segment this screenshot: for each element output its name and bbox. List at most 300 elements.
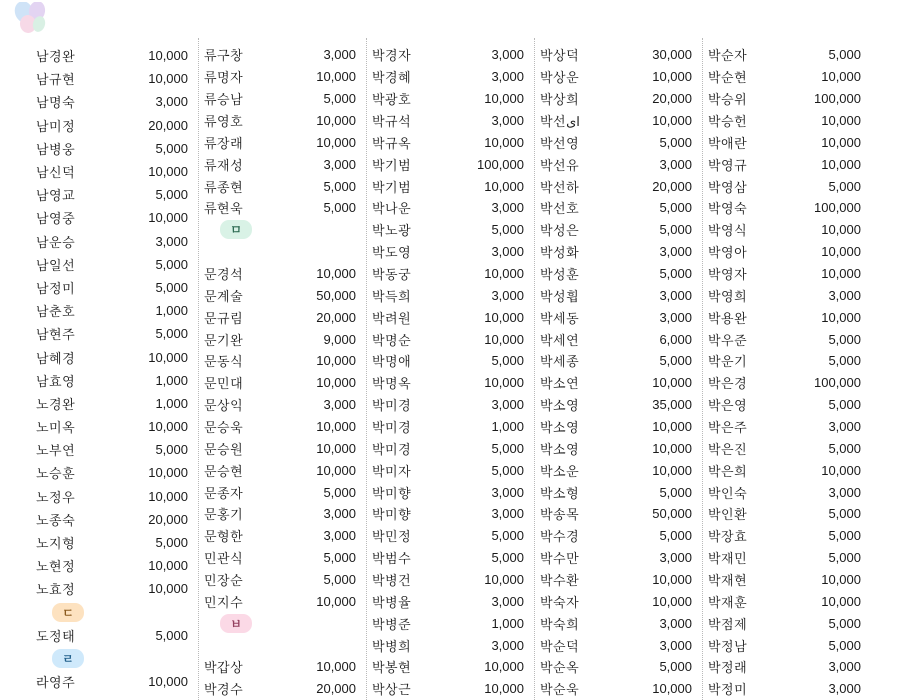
donor-name: 박경자: [372, 48, 412, 64]
donor-row: [538, 459, 702, 481]
donor-row: [706, 590, 871, 612]
donor-name: 박소운: [540, 463, 580, 479]
donation-amount: 5,000: [323, 200, 356, 216]
donation-amount: 3,000: [828, 659, 861, 675]
donation-amount: 10,000: [652, 593, 692, 609]
donor-row: [706, 525, 871, 547]
donor-name: 남신덕: [36, 165, 76, 181]
donor-name: 노부연: [36, 443, 76, 459]
donor-name: 박정래: [708, 660, 748, 676]
donor-row: [706, 481, 871, 503]
donation-amount: 5,000: [491, 550, 524, 566]
donor-row: [34, 299, 198, 322]
donor-row: [370, 569, 534, 591]
donor-row: [34, 345, 198, 368]
name-column: [34, 38, 199, 700]
spacer-row: [202, 241, 366, 263]
donor-name: 노효정: [36, 582, 76, 598]
donation-amount: 1,000: [155, 372, 188, 388]
donor-row: [538, 263, 702, 285]
donation-amount: 5,000: [828, 528, 861, 544]
donation-amount: 5,000: [659, 200, 692, 216]
donation-amount: 10,000: [652, 375, 692, 391]
donor-row: [34, 230, 198, 253]
donor-name: 박재민: [708, 551, 748, 567]
donor-row: [538, 44, 702, 66]
donation-amount: 3,000: [491, 287, 524, 303]
donation-amount: 1,000: [491, 615, 524, 631]
donation-amount: 10,000: [821, 222, 861, 238]
donor-row: [706, 175, 871, 197]
donor-name: 남영중: [36, 211, 76, 227]
donor-name: 박범수: [372, 551, 412, 567]
donor-row: [202, 372, 366, 394]
donor-row: [538, 481, 702, 503]
donor-name: 박기범: [372, 179, 412, 195]
donor-row: [370, 372, 534, 394]
donor-row: [538, 612, 702, 634]
donor-row: [202, 547, 366, 569]
donation-amount: 5,000: [828, 637, 861, 653]
donor-row: [370, 547, 534, 569]
donation-amount: 5,000: [828, 47, 861, 63]
donor-row: [706, 110, 871, 132]
donor-name: 박우준: [708, 332, 748, 348]
donation-amount: 5,000: [323, 91, 356, 107]
donor-row: [202, 197, 366, 219]
donation-amount: 3,000: [155, 233, 188, 249]
donor-name: 박점제: [708, 616, 748, 632]
donor-name: 문종자: [204, 485, 244, 501]
donor-row: [538, 175, 702, 197]
donation-amount: 20,000: [316, 681, 356, 697]
donation-amount: 5,000: [659, 528, 692, 544]
donor-row: [706, 437, 871, 459]
donation-amount: 10,000: [148, 465, 188, 481]
donation-amount: 10,000: [316, 462, 356, 478]
donor-name: 문승현: [204, 463, 244, 479]
donation-amount: 5,000: [491, 462, 524, 478]
donor-row: [538, 372, 702, 394]
donor-name: 박명애: [372, 354, 412, 370]
donation-amount: 20,000: [148, 511, 188, 527]
donor-name: 박영규: [708, 157, 748, 173]
donor-row: [538, 110, 702, 132]
donation-amount: 3,000: [323, 397, 356, 413]
donation-amount: 5,000: [828, 397, 861, 413]
donor-name: 남병웅: [36, 141, 76, 157]
donor-name: 문승원: [204, 441, 244, 457]
donation-amount: 10,000: [821, 462, 861, 478]
donation-amount: 10,000: [484, 572, 524, 588]
donor-name: 박송목: [540, 507, 580, 523]
donation-amount: 10,000: [652, 440, 692, 456]
donor-name: 박운기: [708, 354, 748, 370]
donation-amount: 5,000: [155, 140, 188, 156]
donor-name: 박미향: [372, 485, 412, 501]
donor-name: 문규림: [204, 310, 244, 326]
donor-name: 박장효: [708, 529, 748, 545]
donor-row: [34, 67, 198, 90]
donor-row: [34, 392, 198, 415]
donor-row: [34, 415, 198, 438]
donor-name: 박정남: [708, 638, 748, 654]
donation-amount: 10,000: [484, 134, 524, 150]
donor-row: [370, 66, 534, 88]
donor-row: [538, 197, 702, 219]
donation-amount: 5,000: [491, 528, 524, 544]
donor-row: [202, 131, 366, 153]
donor-row: [538, 131, 702, 153]
donor-row: [202, 153, 366, 175]
donation-amount: 10,000: [148, 419, 188, 435]
name-column: [202, 38, 367, 700]
donation-amount: 10,000: [148, 674, 188, 690]
donor-name: 박병율: [372, 594, 412, 610]
donation-amount: 10,000: [821, 266, 861, 282]
donor-row: [34, 44, 198, 67]
donor-row: [538, 503, 702, 525]
donor-name: 남운승: [36, 234, 76, 250]
donation-amount: 10,000: [148, 210, 188, 226]
donation-amount: 5,000: [659, 266, 692, 282]
donation-amount: 10,000: [652, 681, 692, 697]
donation-amount: 20,000: [652, 178, 692, 194]
donor-name: 문계술: [204, 288, 244, 304]
donation-amount: 10,000: [484, 91, 524, 107]
donor-name: 문형한: [204, 529, 244, 545]
donor-name: 박재훈: [708, 594, 748, 610]
donation-amount: 100,000: [477, 156, 524, 172]
donation-amount: 6,000: [659, 331, 692, 347]
donor-name: 박세연: [540, 332, 580, 348]
section-header-row: [34, 601, 198, 624]
donation-amount: 20,000: [148, 117, 188, 133]
donation-amount: 10,000: [652, 419, 692, 435]
donation-amount: 10,000: [821, 134, 861, 150]
donation-amount: 50,000: [652, 506, 692, 522]
donor-name: 박미자: [372, 463, 412, 479]
donor-name: 박세동: [540, 310, 580, 326]
donor-name: 노경완: [36, 396, 76, 412]
donor-name: 박규옥: [372, 135, 412, 151]
donor-row: [538, 634, 702, 656]
donor-row: [34, 276, 198, 299]
donation-amount: 10,000: [316, 419, 356, 435]
donation-amount: 5,000: [323, 572, 356, 588]
donor-name: 박승위: [708, 92, 748, 108]
donation-amount: 30,000: [652, 47, 692, 63]
donor-row: [706, 197, 871, 219]
donor-row: [202, 459, 366, 481]
donation-amount: 3,000: [491, 244, 524, 260]
donor-row: [202, 88, 366, 110]
donation-amount: 5,000: [828, 550, 861, 566]
donor-row: [202, 175, 366, 197]
donor-row: [34, 322, 198, 345]
donor-name: 박순현: [708, 70, 748, 86]
donor-name: 박미향: [372, 507, 412, 523]
donation-amount: 10,000: [484, 659, 524, 675]
donor-name: 박광호: [372, 92, 412, 108]
donation-amount: 10,000: [148, 71, 188, 87]
donation-amount: 100,000: [814, 91, 861, 107]
name-column: [370, 38, 535, 700]
donor-row: [538, 284, 702, 306]
donor-name: 류영호: [204, 114, 244, 129]
donor-row: [706, 306, 871, 328]
donor-row: [538, 88, 702, 110]
donor-row: [706, 350, 871, 372]
donation-amount: 1,000: [155, 303, 188, 319]
donor-row: [202, 656, 366, 678]
donor-name: 문기완: [204, 332, 244, 348]
donation-amount: 3,000: [491, 113, 524, 128]
donation-amount: 3,000: [323, 156, 356, 172]
donation-amount: 5,000: [155, 256, 188, 272]
donor-row: [706, 634, 871, 656]
donor-name: 박득희: [372, 288, 412, 304]
donation-amount: 5,000: [828, 178, 861, 194]
donation-amount: 5,000: [659, 484, 692, 500]
donor-name: 박은희: [708, 463, 748, 479]
donor-name: 박미경: [372, 420, 412, 436]
donor-name: 박명순: [372, 332, 412, 348]
donor-name: 박성은: [540, 223, 580, 239]
donor-name: 박소형: [540, 485, 580, 501]
donor-name: 박경수: [204, 682, 244, 698]
donation-amount: 3,000: [491, 593, 524, 609]
donor-row: [370, 634, 534, 656]
donor-name: 박병준: [372, 616, 412, 632]
donor-row: [34, 485, 198, 508]
donor-row: [370, 175, 534, 197]
donor-name: 문민대: [204, 376, 244, 392]
donor-row: [370, 525, 534, 547]
donation-amount: 10,000: [316, 593, 356, 609]
donor-name: 류현욱: [204, 201, 244, 217]
donor-name: 박은영: [708, 398, 748, 414]
donation-amount: 10,000: [821, 309, 861, 325]
donor-row: [706, 219, 871, 241]
donor-name: 박소영: [540, 398, 580, 414]
donor-row: [202, 44, 366, 66]
donor-row: [202, 678, 366, 700]
donation-amount: 3,000: [491, 47, 524, 63]
donation-amount: 5,000: [659, 134, 692, 150]
donor-row: [202, 394, 366, 416]
donor-row: [34, 531, 198, 554]
donor-row: [538, 241, 702, 263]
donation-amount: 10,000: [148, 349, 188, 365]
donor-row: [202, 263, 366, 285]
donation-amount: 20,000: [316, 309, 356, 325]
donation-amount: 3,000: [491, 506, 524, 522]
donor-name: 박선ای: [540, 114, 580, 129]
donor-row: [706, 44, 871, 66]
donor-row: [538, 590, 702, 612]
donor-row: [370, 44, 534, 66]
donor-row: [370, 284, 534, 306]
donor-row: [202, 350, 366, 372]
donor-row: [370, 437, 534, 459]
donor-name: 박인숙: [708, 485, 748, 501]
donor-name: 노정우: [36, 489, 76, 505]
donor-row: [34, 577, 198, 600]
donation-amount: 3,000: [828, 419, 861, 435]
donor-row: [370, 241, 534, 263]
donor-row: [34, 160, 198, 183]
donor-name: 박려원: [372, 310, 412, 326]
donor-row: [34, 183, 198, 206]
donation-amount: 20,000: [652, 91, 692, 107]
donor-row: [34, 438, 198, 461]
donation-amount: 10,000: [821, 113, 861, 128]
donor-name: 박민정: [372, 529, 412, 545]
donor-name: 민관식: [204, 551, 244, 567]
donor-row: [706, 678, 871, 700]
donor-name: 박영자: [708, 267, 748, 283]
donor-name: 박소영: [540, 420, 580, 436]
donation-amount: 10,000: [484, 681, 524, 697]
donation-amount: 3,000: [323, 528, 356, 544]
donation-amount: 3,000: [155, 94, 188, 110]
donation-amount: 10,000: [316, 69, 356, 85]
donation-amount: 10,000: [484, 178, 524, 194]
donor-row: [34, 253, 198, 276]
donation-amount: 10,000: [821, 156, 861, 172]
donor-name: 박순덕: [540, 638, 580, 654]
donation-amount: 5,000: [659, 353, 692, 369]
donor-row: [538, 525, 702, 547]
donation-amount: 3,000: [828, 681, 861, 697]
donor-row: [370, 656, 534, 678]
donor-row: [202, 481, 366, 503]
consonant-badge: ㄷ: [52, 603, 84, 622]
donor-row: [370, 197, 534, 219]
donor-row: [538, 153, 702, 175]
donor-name: 노현정: [36, 559, 76, 575]
donor-name: 남규현: [36, 72, 76, 88]
donor-row: [202, 503, 366, 525]
donor-row: [370, 131, 534, 153]
donor-name: 민장순: [204, 573, 244, 589]
donor-name: 박숙희: [540, 616, 580, 632]
donation-amount: 3,000: [659, 244, 692, 260]
donation-amount: 10,000: [148, 581, 188, 597]
donor-row: [202, 66, 366, 88]
donor-name: 박영아: [708, 245, 748, 261]
donation-amount: 10,000: [148, 164, 188, 180]
donor-name: 박소연: [540, 376, 580, 392]
donor-name: 박성화: [540, 245, 580, 261]
donor-name: 류구창: [204, 48, 244, 64]
donor-row: [370, 459, 534, 481]
donor-name: 박수경: [540, 529, 580, 545]
donor-name: 박명옥: [372, 376, 412, 392]
donor-row: [34, 508, 198, 531]
donor-row: [538, 569, 702, 591]
donor-name: 문홍기: [204, 507, 244, 523]
consonant-badge: ㄹ: [52, 649, 84, 668]
donor-row: [538, 66, 702, 88]
donor-name: 남혜경: [36, 350, 76, 366]
donor-row: [202, 569, 366, 591]
donor-name: 박순자: [708, 48, 748, 64]
donor-name: 남정미: [36, 280, 76, 296]
donor-row: [370, 481, 534, 503]
donation-amount: 1,000: [155, 395, 188, 411]
donation-amount: 10,000: [316, 266, 356, 282]
donor-name: 남춘호: [36, 304, 76, 320]
section-header-row: [202, 612, 366, 634]
donor-name: 노종숙: [36, 512, 76, 528]
donation-amount: 10,000: [652, 462, 692, 478]
donation-amount: 5,000: [323, 484, 356, 500]
donor-row: [370, 503, 534, 525]
spacer-row: [202, 634, 366, 656]
donor-name: 남효영: [36, 373, 76, 389]
donation-amount: 3,000: [491, 69, 524, 85]
donation-amount: 3,000: [491, 637, 524, 653]
donation-amount: 3,000: [659, 287, 692, 303]
donor-name: 박재현: [708, 573, 748, 589]
donor-name: 민지수: [204, 594, 244, 610]
donor-name: 류재성: [204, 157, 244, 173]
donation-amount: 5,000: [155, 627, 188, 643]
donor-row: [706, 569, 871, 591]
donor-name: 박은경: [708, 376, 748, 392]
donor-row: [34, 114, 198, 137]
donor-row: [706, 547, 871, 569]
donation-amount: 10,000: [484, 331, 524, 347]
donor-row: [370, 110, 534, 132]
donor-row: [34, 369, 198, 392]
donor-row: [538, 328, 702, 350]
donor-row: [538, 437, 702, 459]
donation-amount: 3,000: [659, 615, 692, 631]
donor-row: [538, 306, 702, 328]
donor-row: [34, 206, 198, 229]
donor-name: 박미경: [372, 398, 412, 414]
donor-row: [370, 678, 534, 700]
butterfly-logo: [10, 2, 62, 36]
donation-amount: 5,000: [491, 440, 524, 456]
donation-amount: 10,000: [821, 572, 861, 588]
donor-row: [370, 350, 534, 372]
donation-amount: 10,000: [148, 558, 188, 574]
donor-row: [202, 328, 366, 350]
donation-amount: 3,000: [659, 550, 692, 566]
donor-row: [706, 131, 871, 153]
donation-amount: 5,000: [155, 187, 188, 203]
donation-amount: 10,000: [316, 113, 356, 128]
donor-row: [202, 284, 366, 306]
donation-amount: 10,000: [316, 440, 356, 456]
donor-row: [706, 66, 871, 88]
donor-name: 문승욱: [204, 420, 244, 436]
name-column: [706, 38, 871, 700]
donation-amount: 10,000: [821, 593, 861, 609]
donor-row: [370, 219, 534, 241]
donor-name: 박승헌: [708, 114, 748, 129]
donor-name: 류승남: [204, 92, 244, 108]
donor-row: [34, 137, 198, 160]
consonant-badge: ㅁ: [220, 220, 252, 239]
donor-row: [34, 90, 198, 113]
donor-row: [34, 461, 198, 484]
donor-row: [706, 459, 871, 481]
